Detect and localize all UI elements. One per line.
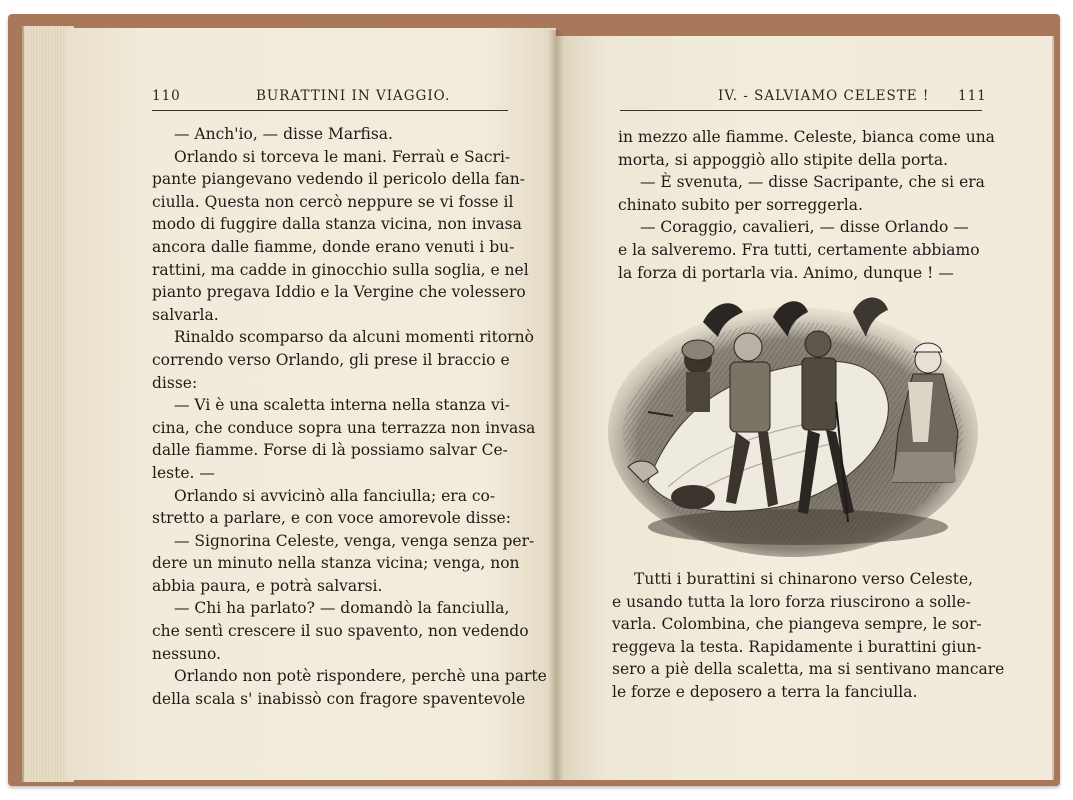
text-line: leste. —: [152, 463, 215, 482]
text-line: ancora dalle fiamme, donde erano venuti i bu-: [152, 237, 515, 256]
text-line: varla. Colombina, che piangeva sempre, le sor-: [612, 615, 982, 634]
text-line: salvarla.: [152, 305, 219, 324]
text-line: sero a piè della scaletta, ma si sentivano mancare: [612, 660, 1005, 679]
puppets-illustration: [608, 282, 978, 564]
text-line: e la salveremo. Fra tutti, certamente abbiamo: [618, 240, 980, 259]
left-header-rule: [152, 110, 508, 111]
text-line: disse:: [152, 373, 198, 392]
text-line: abbia paura, e potrà salvarsi.: [152, 576, 383, 595]
text-line: e usando tutta la loro forza riuscirono a solle-: [612, 592, 971, 611]
text-line: — Vi è una scaletta interna nella stanza vi-: [174, 396, 510, 415]
text-line: della scala s' inabissò con fragore spaventevole: [152, 689, 526, 708]
right-page-text-bottom: [612, 568, 1005, 704]
text-line: stretto a parlare, e con voce amorevole disse:: [152, 509, 511, 528]
text-line: — Anch'io, — disse Marfisa.: [174, 125, 393, 143]
text-line: che sentì crescere il suo spavento, non vedendo: [152, 622, 529, 641]
text-line: dalle fiamme. Forse di là possiamo salvar Ce-: [152, 441, 508, 460]
text-line: Orlando si torceva le mani. Ferraù e Sacri-: [174, 147, 511, 166]
text-line: pianto pregava Iddio e la Vergine che volessero: [152, 283, 526, 302]
right-running-head: IV. - SALVIAMO CELESTE !: [718, 88, 930, 104]
text-line: — È svenuta, — disse Sacripante, che si era: [640, 173, 985, 192]
text-line: modo di fuggire dalla stanza vicina, non invasa: [152, 215, 522, 234]
text-line: — Signorina Celeste, venga, venga senza per-: [174, 531, 535, 550]
right-header-rule: [620, 110, 982, 111]
text-line: Rinaldo scomparso da alcuni momenti ritornò: [174, 328, 534, 347]
book-gutter: [548, 30, 564, 780]
text-line: dere un minuto nella stanza vicina; venga, non: [152, 554, 520, 573]
right-page-number: 111: [958, 88, 987, 104]
text-line: — Coraggio, cavalieri, — disse Orlando —: [640, 218, 969, 237]
text-line: le forze e deposero a terra la fanciulla.: [612, 682, 918, 701]
text-line: ciulla. Questa non cercò neppure se vi fosse il: [152, 192, 514, 211]
left-running-head: BURATTINI IN VIAGGIO.: [256, 88, 451, 104]
text-line: nessuno.: [152, 644, 222, 663]
text-line: morta, si appoggiò allo stipite della porta.: [618, 150, 949, 169]
text-line: cina, che conduce sopra una terrazza non invasa: [152, 418, 536, 437]
text-line: reggeva la testa. Rapidamente i burattini giun-: [612, 637, 982, 656]
text-line: Orlando non potè rispondere, perchè una parte: [174, 667, 547, 686]
text-line: Tutti i burattini si chinarono verso Celeste,: [634, 570, 974, 588]
text-line: correndo verso Orlando, gli prese il braccio e: [152, 350, 510, 369]
text-line: chinato subito per sorreggerla.: [618, 195, 863, 214]
text-line: Orlando si avvicinò alla fanciulla; era co-: [174, 486, 496, 505]
text-line: in mezzo alle fiamme. Celeste, bianca come una: [618, 128, 995, 146]
right-page-text-top: [618, 126, 995, 284]
text-line: la forza di portarla via. Animo, dunque ! —: [618, 263, 954, 282]
left-page-number: 110: [152, 88, 181, 104]
text-line: pante piangevano vedendo il pericolo della fan-: [152, 170, 526, 189]
left-page-text: [152, 123, 547, 710]
text-line: rattini, ma cadde in ginocchio sulla soglia, e nel: [152, 260, 529, 279]
text-line: — Chi ha parlato? — domandò la fanciulla,: [174, 599, 510, 618]
